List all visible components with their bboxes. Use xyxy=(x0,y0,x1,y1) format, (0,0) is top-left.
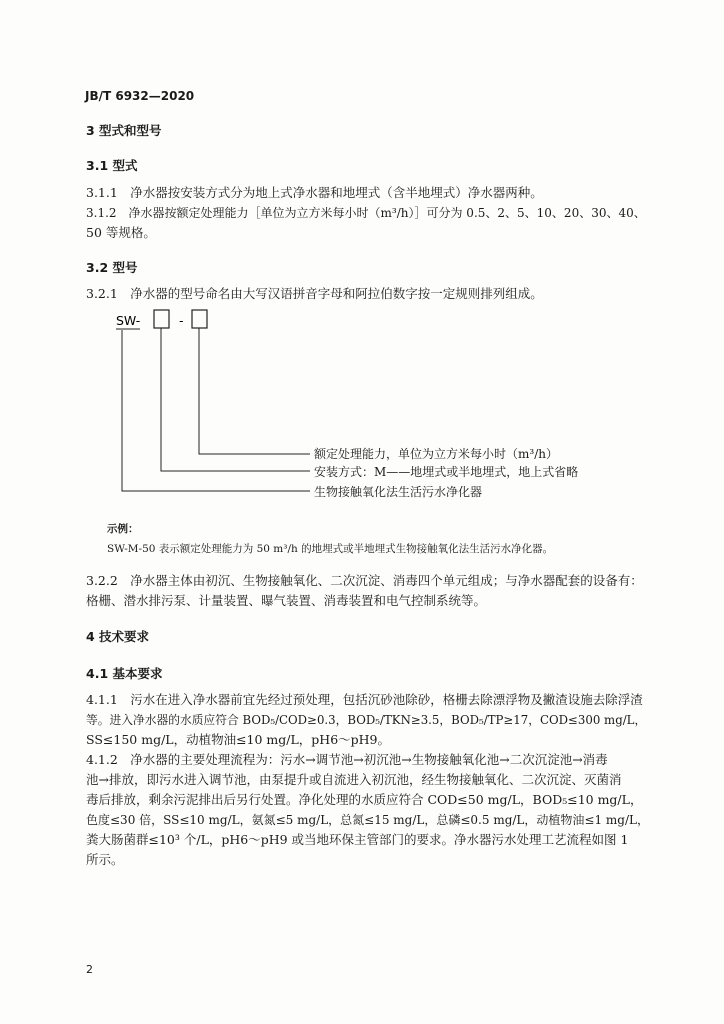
page-number: 2 xyxy=(86,963,93,976)
capacity-leader-line xyxy=(199,328,310,454)
standard-number: JB/T 6932—2020 xyxy=(85,89,195,103)
section-4-1-title: 4.1 基本要求 xyxy=(86,666,163,681)
clause-4-1-2-line6: 所示。 xyxy=(86,852,124,867)
example-heading: 示例： xyxy=(107,523,139,535)
diagram-dash: - xyxy=(179,313,184,328)
install-type-leader-line xyxy=(161,328,310,471)
clause-4-1-2-line5: 粪大肠菌群≤10³ 个/L，pH6～pH9 或当地环保主管部门的要求。净水器污水处理工艺流程如图 1 xyxy=(86,832,629,847)
clause-3-1-2-line1: 3.1.2 净水器按额定处理能力［单位为立方米每小时（m³/h）］可分为 0.5、2、5、10、20、30、40、 xyxy=(86,206,646,220)
clause-4-1-2-line1: 4.1.2 净水器的主要处理流程为：污水→调节池→初沉池→生物接触氧化池→二次沉淀池→消毒 xyxy=(86,752,608,767)
example-text: SW-M-50 表示额定处理能力为 50 m³/h 的地埋式或半地埋式生物接触氧化法生活污水净化器。 xyxy=(107,543,554,555)
clause-3-2-2-line1: 3.2.2 净水器主体由初沉、生物接触氧化、二次沉淀、消毒四个单元组成；与净水器配套的设备有： xyxy=(86,573,643,588)
clause-4-1-2-line3: 毒后排放，剩余污泥排出后另行处置。净化处理的水质应符合 COD≤50 mg/L，BOD₅≤10 mg/L， xyxy=(86,792,643,807)
clause-3-1-2-line2: 50 等规格。 xyxy=(86,225,156,240)
section-3-1-title: 3.1 型式 xyxy=(86,158,138,173)
install-type-box xyxy=(154,310,169,328)
capacity-box xyxy=(192,310,207,328)
section-4-title: 4 技术要求 xyxy=(86,629,150,644)
clause-3-2-1-text: 3.2.1 净水器的型号命名由大写汉语拼音字母和阿拉伯数字按一定规则排列组成。 xyxy=(86,286,543,301)
clause-4-1-1-line3: SS≤150 mg/L，动植物油≤10 mg/L，pH6～pH9。 xyxy=(86,732,391,747)
capacity-label: 额定处理能力，单位为立方米每小时（m³/h） xyxy=(314,447,558,461)
clause-4-1-2 xyxy=(86,750,656,870)
section-3-2-title: 3.2 型号 xyxy=(86,260,138,275)
clause-4-1-1-line1: 4.1.1 污水在进入净水器前宜先经过预处理，包括沉砂池除砂，格栅去除漂浮物及撇渣设施去除浮渣 xyxy=(86,692,643,707)
clause-4-1-2-line4: 色度≤30 倍，SS≤10 mg/L，氨氮≤5 mg/L，总氮≤15 mg/L，总磷≤0.5 mg/L，动植物油≤1 mg/L， xyxy=(86,813,649,827)
clause-4-1-1 xyxy=(86,690,656,750)
clause-3-1-1-text: 3.1.1 净水器按安装方式分为地上式净水器和地埋式（含半地埋式）净水器两种。 xyxy=(86,185,543,200)
clause-3-2-2-line2: 格栅、潜水排污泵、计量装置、曝气装置、消毒装置和电气控制系统等。 xyxy=(86,593,487,608)
diagram-prefix: SW- xyxy=(116,313,141,328)
clause-4-1-2-line2: 池→排放，即污水进入调节池，由泵提升或自流进入初沉池，经生物接触氧化、二次沉淀、灭菌消 xyxy=(86,772,622,787)
clause-3-2-2 xyxy=(86,571,656,611)
prefix-leader-line xyxy=(122,330,310,491)
prefix-meaning-label: 生物接触氧化法生活污水净化器 xyxy=(314,485,483,499)
clause-4-1-1-line2: 等。进入净水器的水质应符合 BOD₅/COD≥0.3，BOD₅/TKN≥3.5，BOD₅/TP≥17，COD≤300 mg/L， xyxy=(86,713,647,727)
section-3-title: 3 型式和型号 xyxy=(86,123,162,138)
install-type-label: 安装方式：M——地埋式或半地埋式，地上式省略 xyxy=(314,465,579,479)
